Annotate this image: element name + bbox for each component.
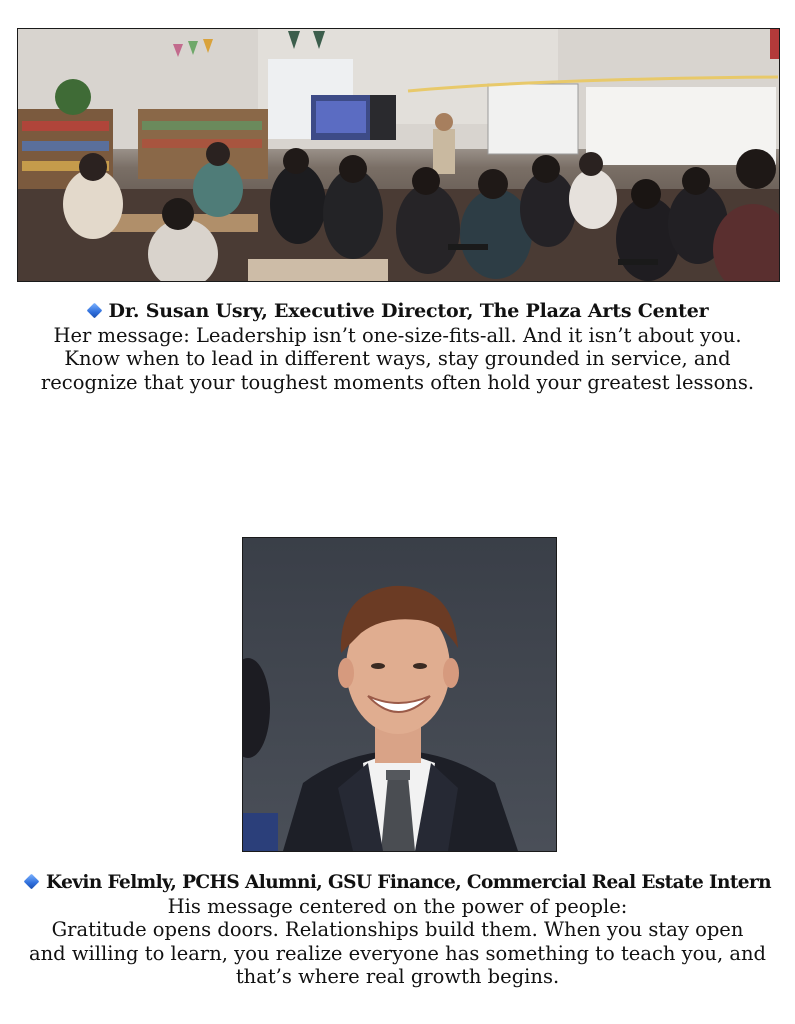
speaker-2-body-line-4: that’s where real growth begins. [235,965,560,988]
speaker-1-body-line-3: recognize that your toughest moments often hold your greatest lessons. [40,370,755,394]
speaker-1-body-line-1: Her message: Leadership isn’t one-size-fits-all. And it isn’t about you. [53,323,742,347]
diamond-icon [86,303,102,319]
speaker-2-caption [0,871,795,989]
speaker-2-heading-line [0,871,795,895]
speaker-2-body-line-2: Gratitude opens doors. Relationships build them. When you stay open [51,918,744,941]
diamond-icon [24,874,40,890]
speaker-1-heading: Dr. Susan Usry, Executive Director, The Plaza Arts Center [108,300,709,322]
speaker-1-heading-line [0,300,795,324]
classroom-photo [17,28,780,282]
speaker-2-body-line-1: His message centered on the power of people: [167,894,628,918]
portrait-scene [243,538,556,851]
portrait-photo [242,537,557,852]
speaker-1-caption [0,300,795,394]
speaker-1-body-line-2: Know when to lead in different ways, stay grounded in service, and [64,347,731,370]
speaker-2-body-line-3: and willing to learn, you realize everyone has something to teach you, and [28,941,767,965]
speaker-2-heading: Kevin Felmly, PCHS Alumni, GSU Finance, Commercial Real Estate Intern [46,872,771,893]
classroom-scene [18,29,779,281]
